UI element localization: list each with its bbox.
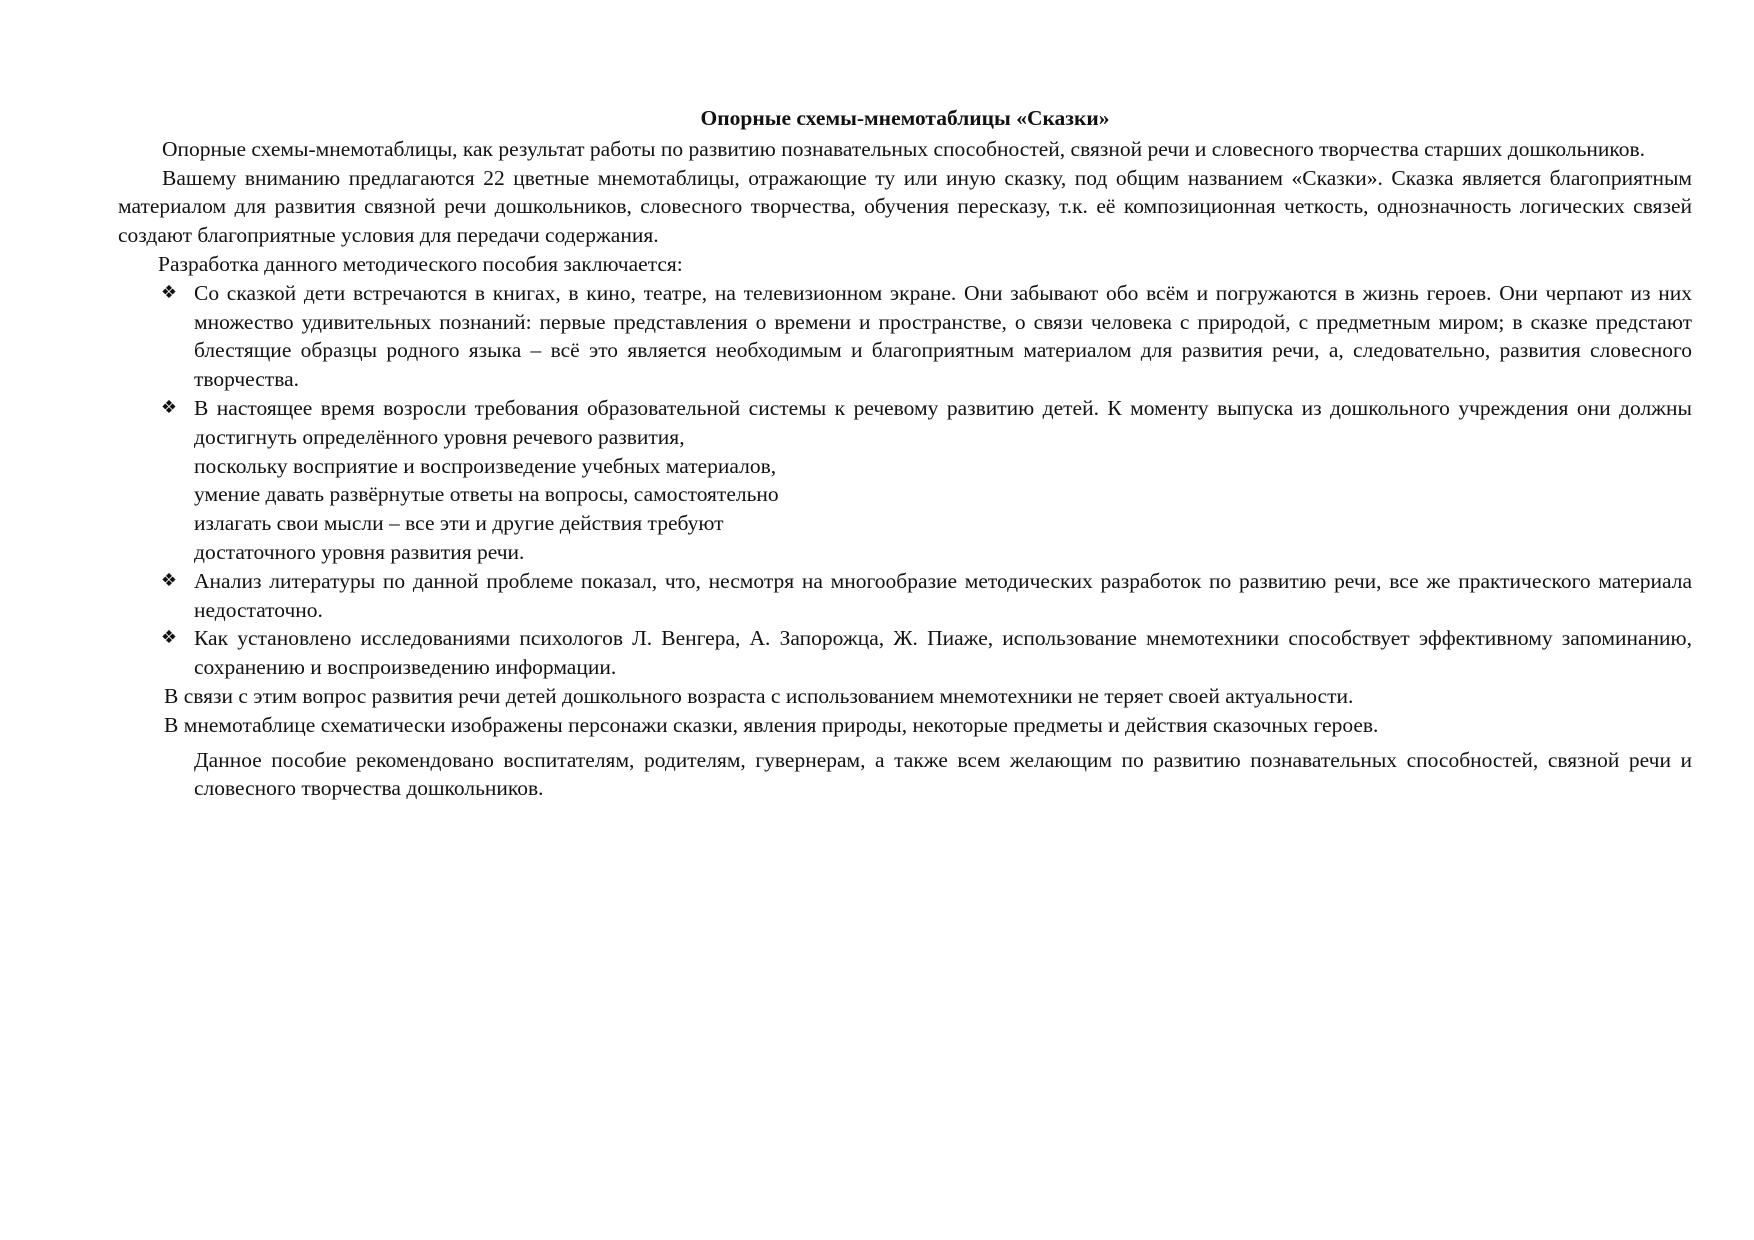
diamond-four-petal-icon: ❖ <box>160 396 178 418</box>
bullet-text-1: Со сказкой дети встречаются в книгах, в кино, театре, на телевизионном экране. Они забывают обо всём и погружаются в жизнь героев. Они черпают из них множество удивительных познаний: первые представления о времени и пространстве, о связи человека с природой, с предметным миром; в сказке предстают блестящие образцы родного языка – всё это является необходимым и благоприятным материалом для развития речи, а, следовательно, развития словесного творчества. <box>194 280 1692 392</box>
bullet-text-2: В настоящее время возросли требования образовательной системы к речевому развитию детей. К моменту выпуска из дошкольного учреждения они должны достигнуть определённого уровня речевого развития, <box>194 395 1692 449</box>
closing-paragraph: Данное пособие рекомендовано воспитателям, родителям, гувернерам, а также всем желающим по развитию познавательных способностей, связной речи и словесного творчества дошкольников. <box>194 747 1692 801</box>
lead-paragraph: Разработка данного методического пособия заключается: <box>158 251 683 276</box>
after-paragraph-2: В мнемотаблице схематически изображены персонажи сказки, явления природы, некоторые предметы и действия сказочных героев. <box>164 712 1379 737</box>
after-paragraph-1: В связи с этим вопрос развития речи детей дошкольного возраста с использованием мнемотехники не теряет своей актуальности. <box>164 683 1354 708</box>
bullet-list <box>118 279 1692 682</box>
bullet-text-3: Анализ литературы по данной проблеме показал, что, несмотря на многообразие методических разработок по развитию речи, все же практического материала недостаточно. <box>194 568 1692 622</box>
bullet-item-2 <box>118 394 1692 567</box>
bullet-text-4: Как установлено исследованиями психологов Л. Венгера, А. Запорожца, Ж. Пиаже, использование мнемотехники способствует эффективному запоминанию, сохранению и воспроизведению информации. <box>194 626 1692 680</box>
document-page <box>118 104 1692 803</box>
bullet-2-line-2: умение давать развёрнутые ответы на вопросы, самостоятельно <box>194 482 779 507</box>
bullet-2-line-3: излагать свои мысли – все эти и другие действия требуют <box>194 511 724 536</box>
bullet-2-line-1: поскольку восприятие и воспроизведение учебных материалов, <box>194 453 777 478</box>
intro-paragraph-1: Опорные схемы-мнемотаблицы, как результат работы по развитию познавательных способностей, связной речи и словесного творчества старших дошкольников. <box>162 136 1646 161</box>
bullet-item-1 <box>118 279 1692 394</box>
bullet-2-line-4: достаточного уровня развития речи. <box>194 539 525 564</box>
intro-paragraph-2: Вашему вниманию предлагаются 22 цветные мнемотаблицы, отражающие ту или иную сказку, под общим названием «Сказки». Сказка является благоприятным материалом для развития связной речи дошкольников, словесного творчества, обучения пересказу, т.к. её композиционная четкость, однозначность логических связей создают благоприятные условия для передачи содержания. <box>118 165 1692 248</box>
bullet-item-3 <box>118 567 1692 625</box>
diamond-four-petal-icon: ❖ <box>160 281 178 303</box>
document-title: Опорные схемы-мнемотаблицы «Сказки» <box>700 106 1110 130</box>
diamond-four-petal-icon: ❖ <box>160 627 178 649</box>
bullet-item-4 <box>118 624 1692 682</box>
diamond-four-petal-icon: ❖ <box>160 569 178 591</box>
